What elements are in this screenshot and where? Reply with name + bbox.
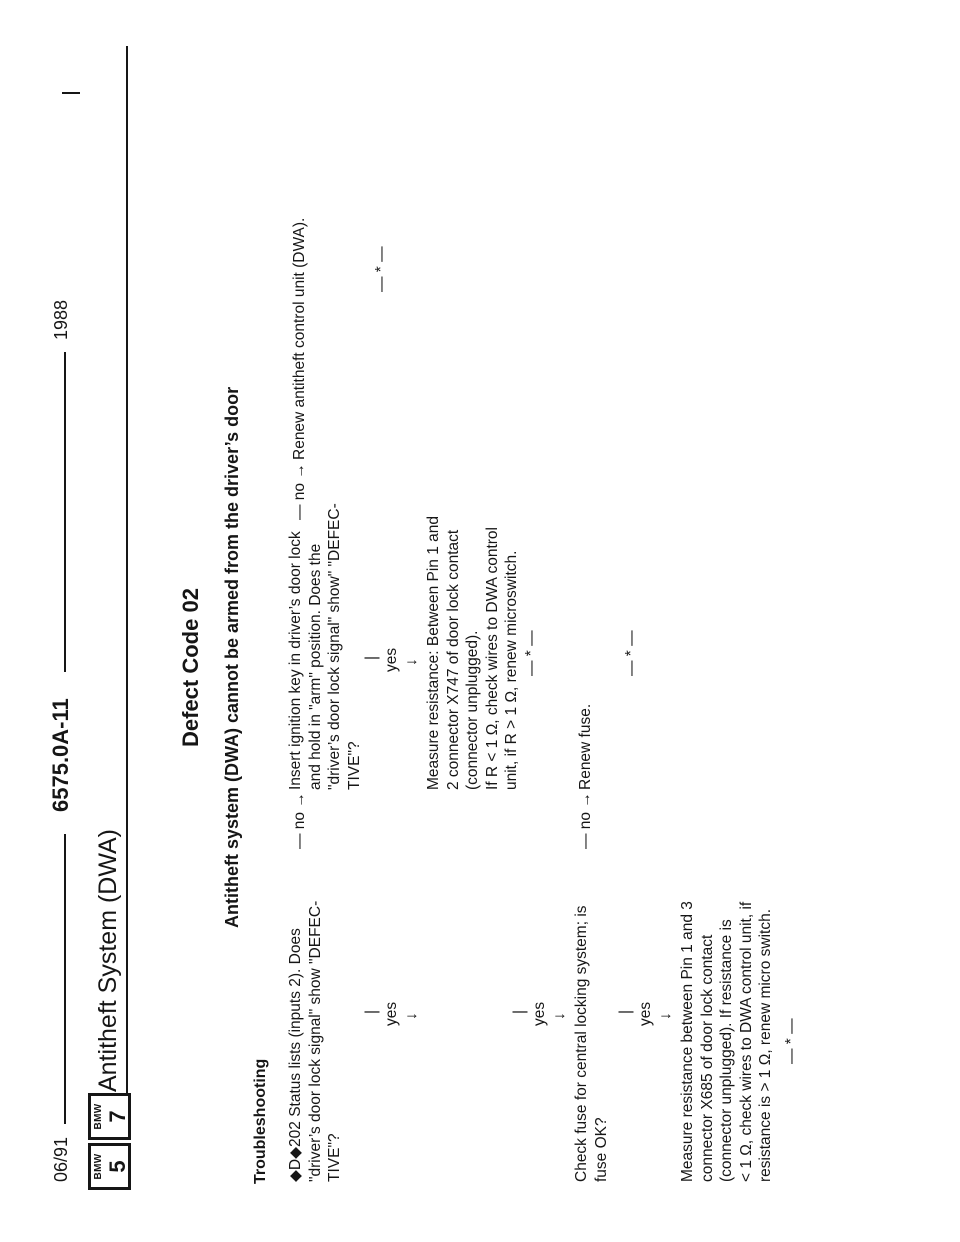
action-line: < 1 Ω, check wires to DWA control unit, if: [737, 901, 755, 1182]
step1-no-arrow: — no →: [291, 792, 308, 849]
header-rule-right: [64, 352, 66, 672]
step1-line: "driver’s door lock signal" show "DEFEC-: [306, 900, 324, 1182]
action-line: (connector unplugged).: [464, 630, 481, 790]
page-year: 1988: [51, 299, 71, 340]
end-mark-bottom: — * —: [783, 1018, 800, 1064]
action-line: Measure resistance: Between Pin 1 and: [425, 516, 442, 790]
step2-line: and hold in "arm" position. Does the: [306, 543, 324, 790]
step2-yes-arrow: ↓: [403, 658, 420, 666]
action-line: Measure resistance between Pin 1 and 3: [679, 901, 696, 1182]
end-mark-fuse: — * —: [623, 630, 640, 676]
step2-line: "driver’s door lock signal" show" "DEFEC-: [326, 503, 343, 790]
step1-yes-arrow: ↓: [403, 1012, 420, 1020]
step1-yes2-arrow: ↓: [551, 1012, 568, 1020]
step2-no-arrow: — no →: [291, 463, 308, 520]
step1-yes-label: yes: [383, 1001, 400, 1026]
step1-yes-bar: |: [363, 1009, 380, 1014]
step3-yes-bar: |: [617, 1009, 634, 1014]
step3-no-arrow: — no →: [577, 792, 594, 849]
defect-title: Defect Code 02: [178, 588, 203, 747]
defect-subtitle: Antitheft system (DWA) cannot be armed from the driver’s door: [222, 386, 242, 928]
step3-yes-arrow: ↓: [657, 1012, 674, 1020]
step2-line: TIVE"?: [345, 741, 363, 790]
step2-no-action: Renew antitheft control unit (DWA).: [291, 217, 308, 460]
page-date: 06/91: [51, 1136, 71, 1182]
action-line: (connector unplugged). If resistance is: [718, 919, 735, 1182]
step2-yes-label: yes: [383, 647, 400, 672]
section-rule: [126, 46, 128, 1096]
bmw-badges: [88, 1093, 131, 1190]
header-rule-left: [64, 834, 66, 1124]
step1-question: [286, 901, 345, 1182]
action-line: connector X685 of door lock contact: [698, 934, 716, 1182]
action-line: If R < 1 Ω, check wires to DWA control: [483, 527, 501, 790]
step3-line: Check fuse for central locking system; is: [573, 905, 590, 1182]
badge-label: BMW: [93, 1153, 104, 1180]
step1-yes2-bar: |: [511, 1009, 528, 1014]
end-mark-right: — * —: [373, 246, 390, 292]
step3-yes-label: yes: [637, 1001, 654, 1026]
badge-number: 5: [105, 1160, 130, 1173]
badge-label: BMW: [93, 1103, 104, 1130]
step2-yes-bar: |: [363, 655, 380, 660]
end-mark-mid: — * —: [523, 630, 540, 676]
step1-line: TIVE"?: [326, 1133, 343, 1182]
bmw-badge-7: [88, 1093, 131, 1140]
vertical-rule: [62, 93, 80, 95]
document-code: 6575.0A-11: [48, 698, 73, 812]
step2-line: Insert ignition key in driver’s door lock: [287, 531, 304, 790]
step1-yes2-label: yes: [531, 1001, 548, 1026]
action-line: unit, if R > 1 Ω, renew microswitch.: [503, 550, 520, 790]
step3-yes-action: [678, 901, 776, 1182]
step3-line: fuse OK?: [592, 1117, 610, 1182]
badge-number: 7: [105, 1110, 130, 1123]
section-title: Antitheft System (DWA): [94, 828, 122, 1092]
step2-yes-action: [424, 516, 522, 790]
action-line: resistance is > 1 Ω, renew micro switch.: [757, 908, 774, 1182]
bmw-badge-5: [88, 1143, 131, 1190]
action-line: 2 connector X747 of door lock contact: [444, 529, 462, 790]
step3-question: [572, 905, 611, 1182]
troubleshooting-heading: Troubleshooting: [252, 1058, 269, 1184]
step2-question: [286, 503, 364, 790]
step1-line: ◆D◆202 Status lists (inputs 2). Does: [287, 928, 304, 1182]
step3-no-action: Renew fuse.: [577, 703, 594, 790]
